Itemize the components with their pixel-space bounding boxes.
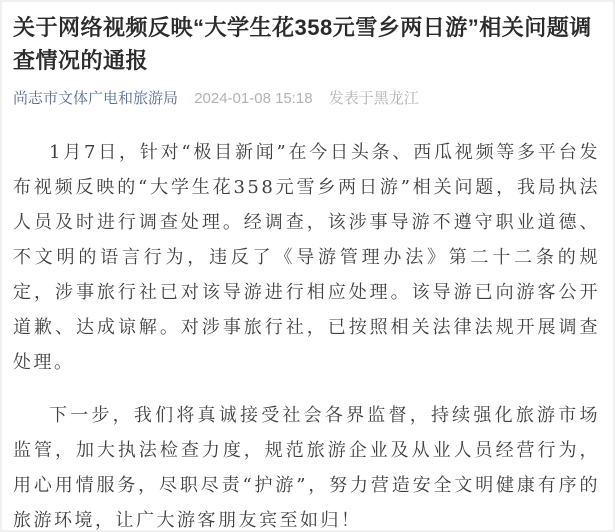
paragraph-2: 下一步，我们将真诚接受社会各界监督，持续强化旅游市场监管，加大执法检查力度，规范旅游企业及从业人员经营行为，用心用情服务，尽职尽责“护游”，努力营造安全文明健康有序的旅游环境，让广大游客朋友宾至如归！: [13, 405, 600, 531]
article-body: [13, 135, 600, 532]
article-meta: [13, 88, 600, 109]
account-name-link[interactable]: 尚志市文体广电和旅游局: [13, 90, 179, 107]
article-title: 关于网络视频反映“大学生花358元雪乡两日游”相关问题调查情况的通报: [13, 15, 592, 73]
paragraph-1: 1月7日，针对“极目新闻”在今日头条、西瓜视频等多平台发布视频反映的“大学生花358元雪乡两日游”相关问题，我局执法人员及时进行调查处理。经调查，该涉事导游不遵守职业道德、不文明的语言行为，违反了《导游管理办法》第二十二条的规定，涉事旅行社已对该导游进行相应处理。该导游已向游客公开道歉、达成谅解。对涉事旅行社，已按照相关法律法规开展调查处理。: [13, 142, 600, 373]
publish-time: 2024-01-08 15:18: [194, 90, 313, 107]
publish-location: 发表于黑龙江: [328, 90, 419, 107]
